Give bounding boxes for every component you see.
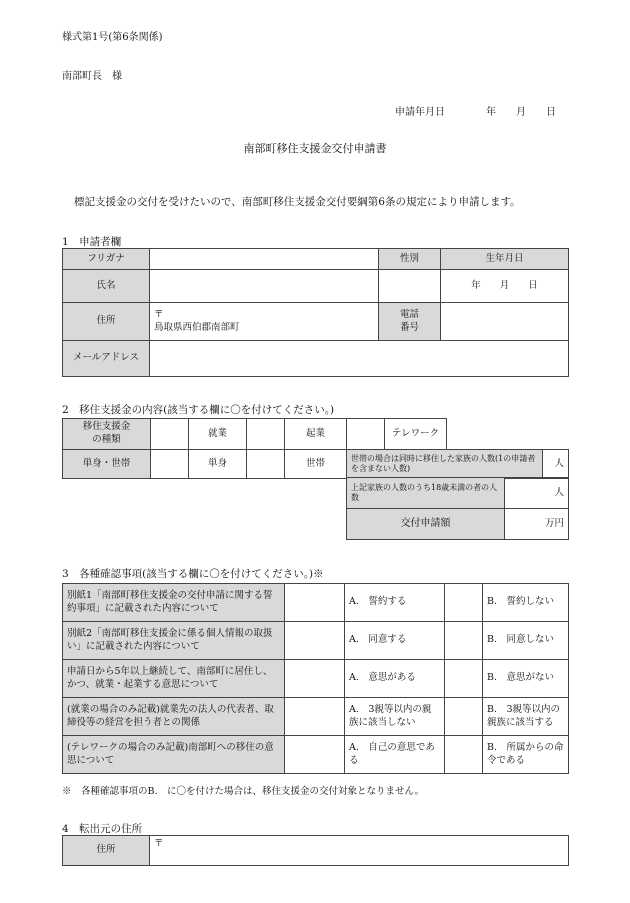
- previous-address-label: 住所: [63, 836, 150, 866]
- previous-address-field[interactable]: [150, 836, 569, 866]
- furigana-field[interactable]: [150, 249, 379, 270]
- form-number: 様式第1号(第6条関係): [62, 32, 163, 43]
- household-label: 世帯: [285, 450, 347, 479]
- confirm-question: 申請日から5年以上継続して、南部町に居住し、かつ、就業・起業する意思について: [63, 660, 285, 698]
- employment-label: 就業: [189, 419, 247, 450]
- amount-field[interactable]: [505, 509, 569, 540]
- birth-day: 日: [528, 279, 538, 291]
- furigana-label: フリガナ: [63, 249, 150, 270]
- section1-heading: 1 申請者欄: [62, 236, 122, 248]
- email-label: メールアドレス: [63, 341, 150, 377]
- phone-label-2: 番号: [399, 321, 419, 333]
- gender-label: 性別: [379, 249, 441, 270]
- email-field[interactable]: [150, 341, 569, 377]
- single-label: 単身: [189, 450, 247, 479]
- phone-label: [379, 303, 441, 341]
- single-household-label: 単身・世帯: [63, 450, 151, 479]
- family-count-label: 世帯の場合は同時に移住した家族の人数(1の申請者を含まない人数): [347, 450, 543, 479]
- previous-postal-mark: 〒: [154, 838, 164, 849]
- person-unit-1: 人: [554, 457, 564, 469]
- startup-mark[interactable]: [247, 419, 285, 450]
- single-mark[interactable]: [151, 450, 189, 479]
- confirm-mark-a[interactable]: [285, 622, 345, 660]
- confirm-mark-b[interactable]: [445, 584, 483, 622]
- confirm-question: 別紙2「南部町移住支援金に係る個人情報の取扱い」に記載された内容について: [63, 622, 285, 660]
- yen-unit: 万円: [544, 517, 564, 529]
- intro-text: 標記支援金の交付を受けたいので、南部町移住支援金交付要綱第6条の規定により申請します。: [74, 196, 521, 208]
- confirm-mark-b[interactable]: [445, 622, 483, 660]
- confirm-option-b: B. 3親等以内の親族に該当する: [483, 698, 569, 736]
- address-label: 住所: [63, 303, 150, 341]
- confirm-option-a: A. 同意する: [345, 622, 445, 660]
- date-label: 申請年月日: [395, 107, 445, 118]
- kind-label: [63, 419, 151, 450]
- kind-label-2: の種類: [92, 434, 121, 445]
- family-count-field[interactable]: [543, 450, 569, 479]
- confirm-option-b: B. 誓約しない: [483, 584, 569, 622]
- confirm-mark-a[interactable]: [285, 660, 345, 698]
- birthdate-field[interactable]: [441, 270, 569, 303]
- page-title: 南部町移住支援金交付申請書: [243, 142, 387, 155]
- confirm-mark-b[interactable]: [445, 736, 483, 774]
- confirm-option-a: A. 自己の意思である: [345, 736, 445, 774]
- confirm-mark-b[interactable]: [445, 698, 483, 736]
- section4-heading: 4 転出元の住所: [62, 823, 143, 835]
- addressee: 南部町長 様: [62, 71, 122, 82]
- blank-cell: [447, 419, 569, 450]
- employment-mark[interactable]: [151, 419, 189, 450]
- name-field[interactable]: [150, 270, 379, 303]
- birthdate-label: 生年月日: [441, 249, 569, 270]
- confirm-option-b: B. 所属からの命令である: [483, 736, 569, 774]
- support-content-table: [62, 418, 569, 479]
- telework-mark[interactable]: [347, 419, 385, 450]
- birth-month: 月: [499, 279, 510, 291]
- confirm-row: [63, 660, 569, 698]
- confirm-mark-a[interactable]: [285, 698, 345, 736]
- postal-mark: 〒: [154, 308, 164, 320]
- confirm-option-a: A. 意思がある: [345, 660, 445, 698]
- address-field[interactable]: [150, 303, 379, 341]
- date-month: 月: [516, 107, 526, 118]
- confirm-option-b: B. 意思がない: [483, 660, 569, 698]
- name-label: 氏名: [63, 270, 150, 303]
- amount-label: 交付申請額: [347, 509, 505, 540]
- confirm-row: [63, 584, 569, 622]
- applicant-table: [62, 248, 569, 377]
- date-day: 日: [546, 107, 556, 118]
- confirmation-note: ※ 各種確認事項のB. に〇を付けた場合は、移住支援金の交付対象となりません。: [62, 786, 425, 797]
- under18-count-label: 上記家族の人数のうち18歳未満の者の人数: [347, 478, 505, 509]
- address-value: 鳥取県西伯郡南部町: [154, 321, 240, 333]
- kind-label-1: 移住支援金: [82, 421, 131, 433]
- phone-label-1: 電話: [399, 308, 419, 320]
- confirm-row: [63, 622, 569, 660]
- confirm-row: [63, 698, 569, 736]
- confirm-mark-a[interactable]: [285, 736, 345, 774]
- confirm-mark-b[interactable]: [445, 660, 483, 698]
- household-mark[interactable]: [247, 450, 285, 479]
- confirm-question: 別紙1「南部町移住支援金の交付申請に関する誓約事項」に記載された内容について: [63, 584, 285, 622]
- person-unit-2: 人: [554, 486, 564, 498]
- confirm-option-a: A. 3親等以内の親族に該当しない: [345, 698, 445, 736]
- previous-address-table: [62, 835, 569, 866]
- confirmation-table: [62, 583, 569, 774]
- telework-label: テレワーク: [385, 419, 447, 450]
- confirm-question: (就業の場合のみ記載)就業先の法人の代表者、取締役等の経営を担う者との関係: [63, 698, 285, 736]
- confirm-mark-a[interactable]: [285, 584, 345, 622]
- section2-heading: 2 移住支援金の内容(該当する欄に〇を付けてください。): [62, 404, 335, 416]
- phone-field[interactable]: [441, 303, 569, 341]
- confirm-question: (テレワークの場合のみ記載)南部町への移住の意思について: [63, 736, 285, 774]
- confirm-row: [63, 736, 569, 774]
- section3-heading: 3 各種確認事項(該当する欄に〇を付けてください。)※: [62, 568, 324, 580]
- under18-count-field[interactable]: [505, 478, 569, 509]
- birth-year: 年: [471, 279, 481, 291]
- confirm-option-b: B. 同意しない: [483, 622, 569, 660]
- date-year: 年: [486, 107, 496, 118]
- gender-field[interactable]: [379, 270, 441, 303]
- confirm-option-a: A. 誓約する: [345, 584, 445, 622]
- support-amount-table: [346, 477, 569, 540]
- startup-label: 起業: [285, 419, 347, 450]
